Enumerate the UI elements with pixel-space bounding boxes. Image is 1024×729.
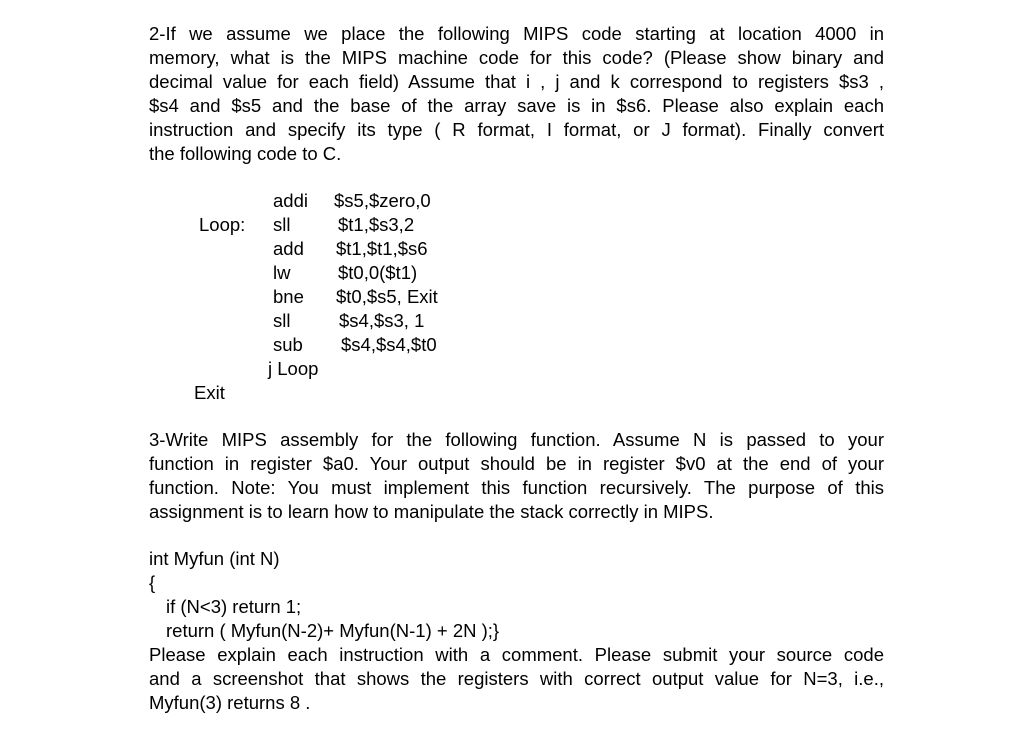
asm-operands: $t0,$s5, Exit xyxy=(336,286,438,307)
asm-opcode: sll xyxy=(273,214,291,235)
asm-opcode: sll xyxy=(273,310,291,331)
asm-opcode: bne xyxy=(273,286,304,307)
asm-opcode: addi xyxy=(273,190,308,211)
q2-line: decimal value for each field) Assume that i , j and k correspond to registers $s3 , xyxy=(149,71,884,92)
question-3-text xyxy=(149,428,884,524)
asm-opcode: add xyxy=(273,238,304,259)
q3-line: function. Note: You must implement this function recursively. The purpose of this xyxy=(149,477,884,498)
q2-line: memory, what is the MIPS machine code for this code? (Please show binary and xyxy=(149,47,884,68)
closing-line: Myfun(3) returns 8 . xyxy=(149,692,311,713)
c-signature: int Myfun (int N) xyxy=(149,548,280,569)
q2-line: the following code to C. xyxy=(149,143,342,164)
asm-operands: $s4,$s4,$t0 xyxy=(341,334,437,355)
q2-line: 2-If we assume we place the following MIPS code starting at location 4000 in xyxy=(149,23,884,44)
question-2-text xyxy=(149,22,884,166)
q2-line: $s4 and $s5 and the base of the array save is in $s6. Please also explain each xyxy=(149,95,884,116)
q3-line: 3-Write MIPS assembly for the following function. Assume N is passed to your xyxy=(149,429,884,450)
closing-line: Please explain each instruction with a comment. Please submit your source code xyxy=(149,644,884,665)
asm-operands: $t0,0($t1) xyxy=(338,262,418,283)
c-body-line: return ( Myfun(N-2)+ Myfun(N-1) + 2N );} xyxy=(166,620,500,641)
asm-operands: $s4,$s3, 1 xyxy=(339,310,425,331)
closing-instructions xyxy=(149,643,884,715)
asm-opcode: j Loop xyxy=(268,358,319,379)
asm-operands: $t1,$s3,2 xyxy=(338,214,415,235)
c-body-line: if (N<3) return 1; xyxy=(166,596,302,617)
asm-operands: $s5,$zero,0 xyxy=(334,190,431,211)
asm-opcode: lw xyxy=(273,262,291,283)
asm-exit-label: Exit xyxy=(194,382,225,403)
q2-line: instruction and specify its type ( R format, I format, or J format). Finally convert xyxy=(149,119,884,140)
closing-line: and a screenshot that shows the registers with correct output value for N=3, i.e., xyxy=(149,668,884,689)
asm-operands: $t1,$t1,$s6 xyxy=(336,238,428,259)
asm-opcode: sub xyxy=(273,334,303,355)
q3-line: function in register $a0. Your output should be in register $v0 at the end of your xyxy=(149,453,884,474)
q3-line: assignment is to learn how to manipulate the stack correctly in MIPS. xyxy=(149,501,714,522)
c-open-brace: { xyxy=(149,572,156,593)
asm-label: Loop: xyxy=(199,214,246,235)
